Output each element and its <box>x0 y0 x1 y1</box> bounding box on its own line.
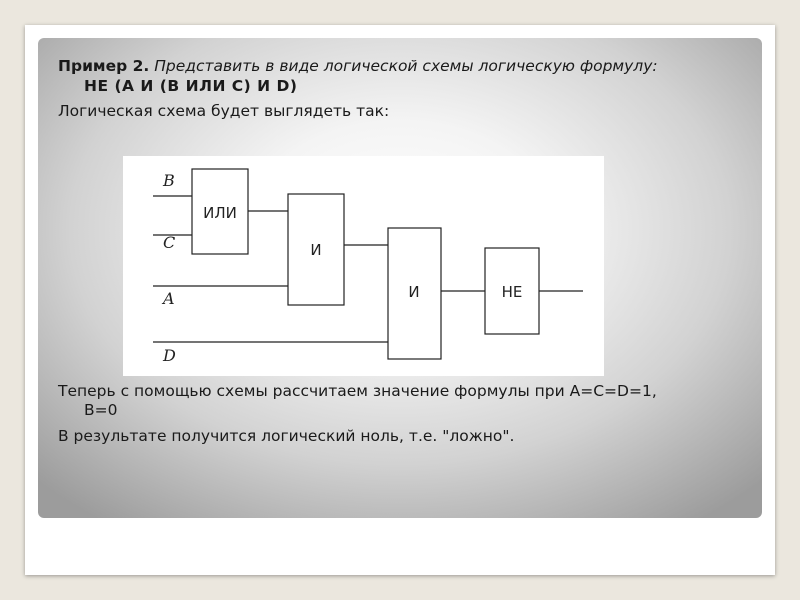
formula-text: НЕ (А И (В ИЛИ С) И D) <box>84 77 298 95</box>
input-label-c: C <box>163 233 176 252</box>
input-label-d: D <box>163 346 176 365</box>
gate-and-1-label: И <box>310 241 322 259</box>
gate-not-label: НЕ <box>501 283 523 301</box>
logic-diagram <box>123 156 604 376</box>
input-label-a: A <box>163 289 175 308</box>
calc-text-line2: В=0 <box>84 401 118 419</box>
result-text: В результате получится логический ноль, т.е. "ложно". <box>58 427 515 445</box>
example-heading <box>58 56 658 76</box>
input-label-b: B <box>163 171 175 190</box>
calc-text-line1: Теперь с помощью схемы рассчитаем значение формулы при А=С=D=1, <box>58 382 657 400</box>
example-task: Представить в виде логической схемы логическую формулу: <box>149 57 658 75</box>
gate-or-label: ИЛИ <box>203 204 237 222</box>
intro-text: Логическая схема будет выглядеть так: <box>58 102 390 120</box>
example-label: Пример 2. <box>58 57 150 75</box>
logic-diagram-svg <box>123 156 604 376</box>
gate-and-2-label: И <box>408 283 420 301</box>
